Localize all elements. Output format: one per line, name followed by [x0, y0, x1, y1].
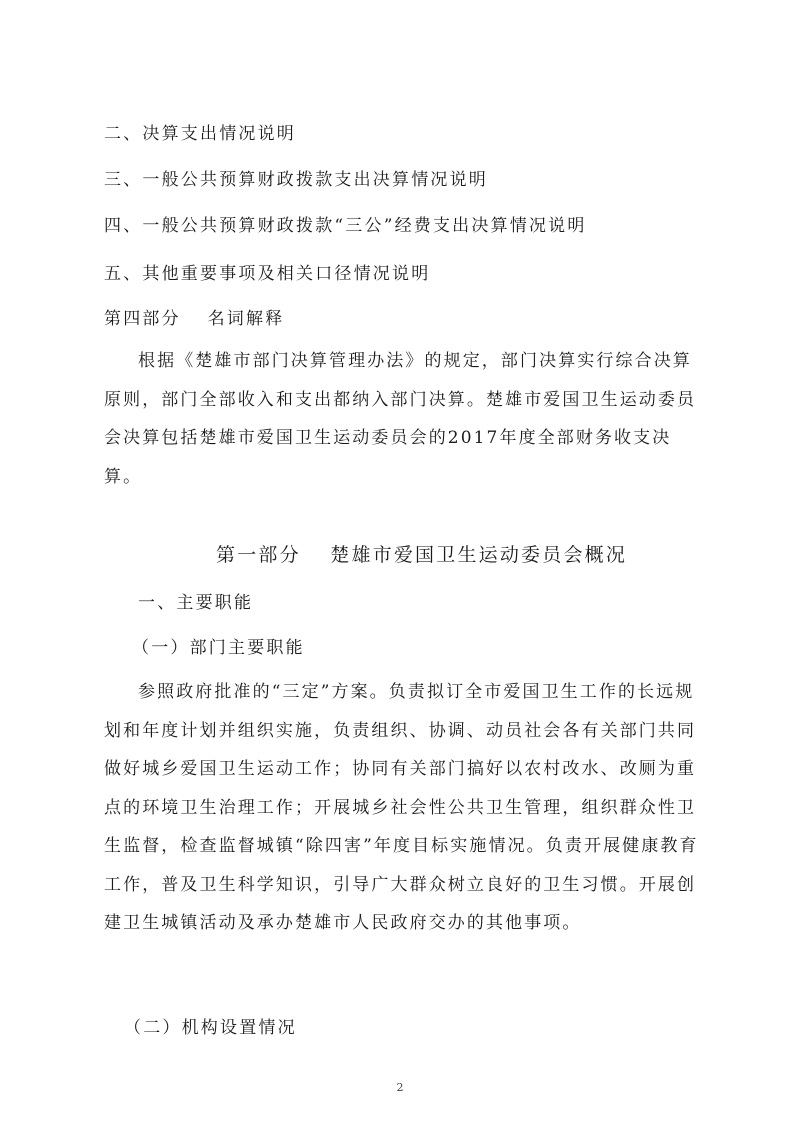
subsection-department-functions-title: （一）部门主要职能 — [132, 638, 305, 658]
toc-item-expenditure: 二、决算支出情况说明 — [104, 124, 296, 144]
toc-item-other-matters: 五、其他重要事项及相关口径情况说明 — [104, 264, 431, 284]
intro-paragraph: 根据《楚雄市部门决算管理办法》的规定，部门决算实行综合决算原则，部门全部收入和支出都纳入部门决算。楚雄市爱国卫生运动委员会决算包括楚雄市爱国卫生运动委员会的2017年度全部财务收支决算。 — [104, 351, 697, 487]
part-one-title: 第一部分 楚雄市爱国卫生运动委员会概况 — [216, 544, 628, 566]
page-number: 2 — [396, 1081, 404, 1094]
functions-paragraph: 参照政府批准的“三定”方案。负责拟订全市爱国卫生工作的长远规划和年度计划并组织实施，负责组织、协调、动员社会各有关部门共同做好城乡爱国卫生运动工作；协同有关部门搞好以农村改水、改厕为重点的环境卫生治理工作；开展城乡社会性公共卫生管理，组织群众性卫生监督，检查监督城镇“除四害”年度目标实施情况。负责开展健康教育工作，普及卫生科学知识，引导广大群众树立良好的卫生习惯。开展创建卫生城镇活动及承办楚雄市人民政府交办的其他事项。 — [104, 682, 699, 933]
toc-item-part-four: 第四部分 名词解释 — [104, 309, 285, 329]
toc-item-general-budget: 三、一般公共预算财政拨款支出决算情况说明 — [104, 170, 488, 190]
subsection-organization-title: （二）机构设置情况 — [124, 1018, 297, 1038]
toc-item-three-public: 四、一般公共预算财政拨款“三公”经费支出决算情况说明 — [104, 216, 587, 236]
section-main-functions-title: 一、主要职能 — [138, 593, 254, 613]
